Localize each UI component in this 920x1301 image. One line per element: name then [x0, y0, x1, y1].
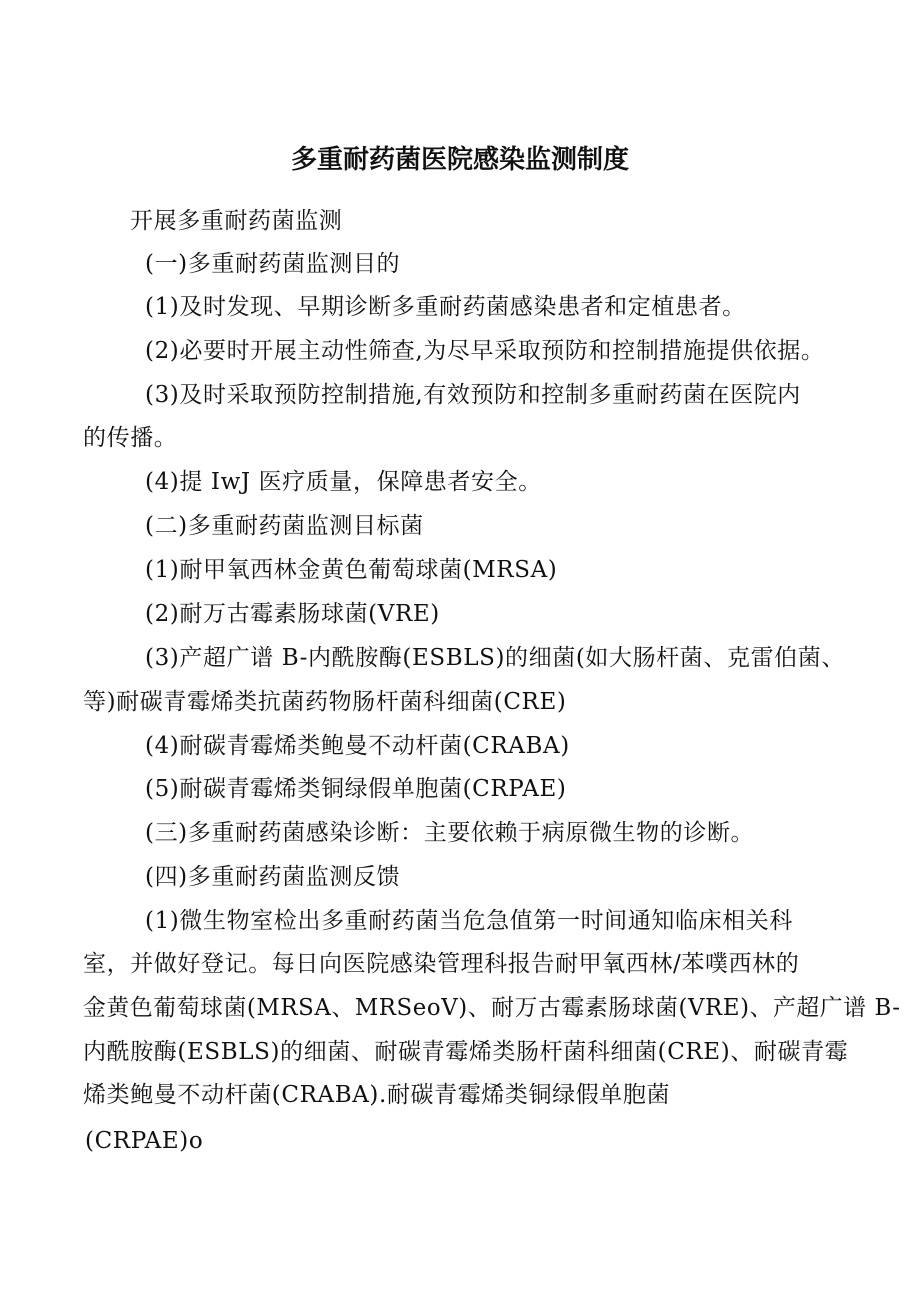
paragraph-line: (CRPAE)o	[85, 1128, 204, 1154]
paragraph-line: (5)耐碳青霉烯类铜绿假单胞菌(CRPAE)	[145, 776, 567, 802]
paragraph-line: (1)及时发现、早期诊断多重耐药菌感染患者和定植患者。	[145, 294, 746, 320]
paragraph-line: 等)耐碳青霉烯类抗菌药物肠杆菌科细菌(CRE)	[83, 689, 567, 715]
paragraph-line: (3)及时采取预防控制措施,有效预防和控制多重耐药菌在医院内	[145, 382, 801, 408]
paragraph-line: 内酰胺酶(ESBLS)的细菌、耐碳青霉烯类肠杆菌科细菌(CRE)、耐碳青霉	[83, 1039, 849, 1065]
paragraph-line: (1)微生物室检出多重耐药菌当危急值第一时间通知临床相关科	[145, 908, 793, 934]
paragraph-line: 室，并做好登记。每日向医院感染管理科报告耐甲氧西林/苯噗西林的	[83, 951, 800, 977]
subsection-heading: (三)多重耐药菌感染诊断：主要依赖于病原微生物的诊断。	[145, 820, 755, 846]
paragraph-line: (4)提 IwJ 医疗质量，保障患者安全。	[145, 469, 542, 495]
subsection-heading: (四)多重耐药菌监测反馈	[145, 864, 401, 890]
subsection-heading: (二)多重耐药菌监测目标菌	[145, 513, 424, 539]
section-heading: 开展多重耐药菌监测	[130, 208, 343, 234]
paragraph-line: (4)耐碳青霉烯类鲍曼不动杆菌(CRABA)	[145, 733, 570, 759]
paragraph-line: 烯类鲍曼不动杆菌(CRABA).耐碳青霉烯类铜绿假单胞菌	[83, 1082, 671, 1108]
paragraph-line: (2)耐万古霉素肠球菌(VRE)	[145, 601, 440, 627]
paragraph-line: (3)产超广谱 B-内酰胺酶(ESBLS)的细菌(如大肠杆菌、克雷伯菌、	[145, 645, 845, 671]
page-title: 多重耐药菌医院感染监测制度	[290, 145, 629, 175]
paragraph-line: 的传播。	[83, 425, 178, 451]
subsection-heading: (一)多重耐药菌监测目的	[145, 251, 401, 277]
paragraph-line: (2)必要时开展主动性筛查,为尽早采取预防和控制措施提供依据。	[145, 338, 825, 364]
paragraph-line: (1)耐甲氧西林金黄色葡萄球菌(MRSA)	[145, 557, 558, 583]
paragraph-line: 金黄色葡萄球菌(MRSA、MRSeoV)、耐万古霉素肠球菌(VRE)、产超广谱 B-	[83, 995, 901, 1021]
